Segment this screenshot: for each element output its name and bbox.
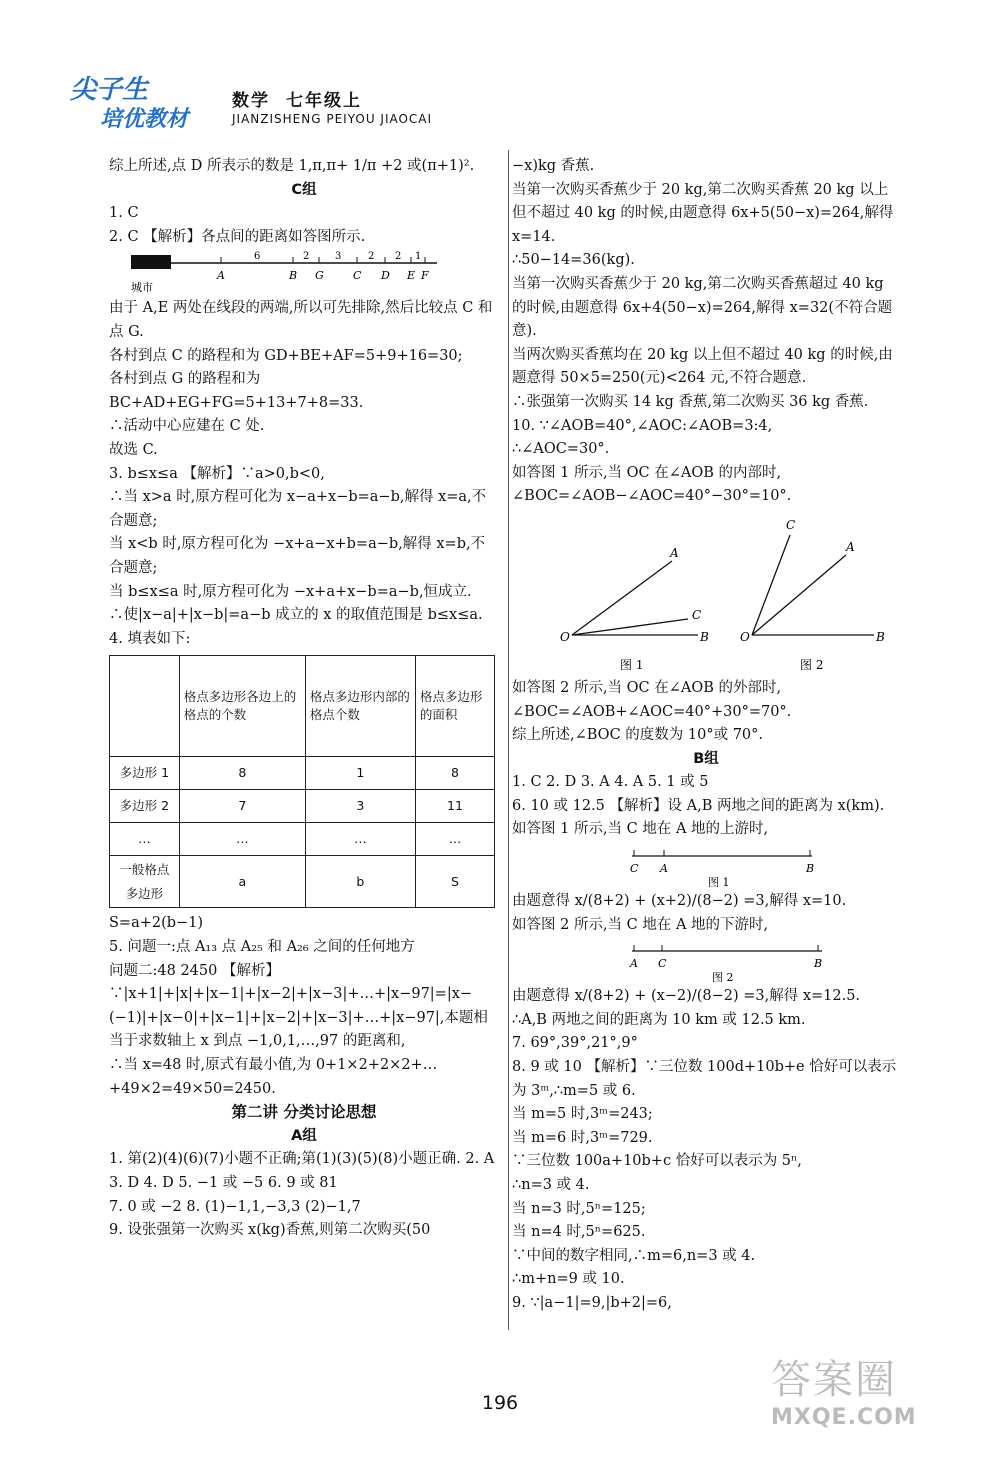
point-b-label: B <box>700 629 709 644</box>
table-cell: 多边形 1 <box>110 757 180 790</box>
a-answers-2: 7. 0 或 −2 8. (1)−1,1,−3,3 (2)−1,7 <box>109 1198 361 1215</box>
b8-line1: 8. 9 或 10 【解析】∵三位数 100d+10b+e 恰好可以表示为 3ᵐ,∴m=5 或 6. <box>512 1059 897 1099</box>
logo <box>66 70 221 134</box>
table-cell: … <box>179 823 305 856</box>
right-column <box>512 155 900 1316</box>
lattice-table <box>109 655 495 908</box>
c3-line5: ∴使|x−a|+|x−b|=a−b 成立的 x 的取值范围是 b≤x≤a. <box>109 607 483 624</box>
city-block <box>131 255 171 269</box>
angle-figure-2 <box>740 518 885 672</box>
table-cell: 多边形 2 <box>110 790 180 823</box>
city-label: 城市 <box>131 281 153 295</box>
r-line4: 当第一次购买香蕉少于 20 kg,第二次购买香蕉超过 40 kg 的时候,由题意得 6x+4(50−x)=264,解得 x=32(不符合题意). <box>512 275 893 340</box>
table-cell: S <box>415 856 494 908</box>
map-distance-label: 2 <box>395 251 402 263</box>
page-number: 196 <box>481 1392 519 1414</box>
r10-line6: ∠BOC=∠AOB+∠AOC=40°+30°=70°. <box>512 703 792 720</box>
c3-line3: 当 x<b 时,原方程可化为 −x+a−x+b=a−b,解得 x=b,不合题意; <box>109 536 486 576</box>
r-line6: ∴张强第一次购买 14 kg 香蕉,第二次购买 36 kg 香蕉. <box>512 393 869 410</box>
figure-2-caption: 图 2 <box>800 657 824 672</box>
r10-line5: 如答图 2 所示,当 OC 在∠AOB 的外部时, <box>512 679 782 696</box>
c5-line3: ∴当 x=48 时,原式有最小值,为 0+1×2+2×2+…+49×2=49×50=2450. <box>109 1057 438 1097</box>
table-row <box>110 790 495 823</box>
map-point-label: F <box>421 269 429 283</box>
point-b-label: B <box>806 862 815 876</box>
r-line5: 当两次购买香蕉均在 20 kg 以上但不超过 40 kg 的时候,由题意得 50×5=250(元)<264 元,不符合题意. <box>512 346 893 387</box>
b6-line6: ∴A,B 两地之间的距离为 10 km 或 12.5 km. <box>512 1011 806 1028</box>
table-cell: 7 <box>179 790 305 823</box>
point-c-label: C <box>630 862 639 876</box>
point-a-label: A <box>846 539 855 554</box>
table-cell: 8 <box>179 757 305 790</box>
map-distance-label: 2 <box>368 251 375 263</box>
answer-c2: 2. C 【解析】各点间的距离如答图所示. <box>109 228 366 245</box>
point-b-label: B <box>876 629 885 644</box>
group-b-heading: B组 <box>693 750 719 767</box>
a-answers-1: 1. 第(2)(4)(6)(7)小题不正确;第(1)(3)(5)(8)小题正确. 2. A 3. D 4. D 5. −1 或 −5 6. 9 或 81 <box>109 1151 495 1191</box>
figure-1-caption: 图 1 <box>620 657 644 672</box>
map-distance-label: 1 <box>415 251 422 263</box>
table-row <box>110 823 495 856</box>
r10-line2: ∴∠AOC=30°. <box>512 441 610 458</box>
map-distance-label: 3 <box>335 251 342 263</box>
map-distance-label: 2 <box>303 251 310 263</box>
area-formula: S=a+2(b−1) <box>109 915 204 932</box>
map-point-label: E <box>407 269 416 283</box>
point-a-label: A <box>670 545 679 560</box>
c5-line1: 5. 问题一:点 A₁₃ 点 A₂₅ 和 A₂₆ 之间的任何地方 <box>109 939 415 956</box>
group-a-heading: A组 <box>291 1127 317 1144</box>
b6-line4: 如答图 2 所示,当 C 地在 A 地的下游时, <box>512 916 769 933</box>
header-title <box>232 86 378 111</box>
map-point-label: A <box>217 269 225 283</box>
point-o-label: O <box>740 629 750 644</box>
logo-line2: 培优教材 <box>100 107 189 132</box>
map-point-label: B <box>289 269 298 283</box>
table-cell: 一般格点多边形 <box>110 856 180 908</box>
group-c-heading: C组 <box>291 181 317 198</box>
b8-line3: 当 m=6 时,3ᵐ=729. <box>512 1129 653 1146</box>
table-cell: 1 <box>305 757 415 790</box>
r-line2: 当第一次购买香蕉少于 20 kg,第二次购买香蕉 20 kg 以上但不超过 40 kg 的时候,由题意得 6x+5(50−x)=264,解得 x=14. <box>512 181 894 245</box>
table-cell: … <box>110 823 180 856</box>
r10-line4: ∠BOC=∠AOB−∠AOC=40°−30°=10°. <box>512 488 792 505</box>
c2-line3: 各村到点 G 的路程和为 BC+AD+EG+FG=5+13+7+8=33. <box>109 371 364 411</box>
b6-line5: 由题意得 x/(8+2) + (x−2)/(8−2) =3,解得 x=12.5. <box>512 988 861 1005</box>
point-a-label: A <box>660 862 668 876</box>
b8-line7: 当 n=4 时,5ⁿ=625. <box>512 1224 646 1241</box>
angle-figures <box>512 511 900 675</box>
r10-line3: 如答图 1 所示,当 OC 在∠AOB 的内部时, <box>512 464 782 481</box>
c2-line2: 各村到点 C 的路程和为 GD+BE+AF=5+9+16=30; <box>109 347 463 364</box>
table-cell: a <box>179 856 305 908</box>
r10-line7: 综上所述,∠BOC 的度数为 10°或 70°. <box>512 727 764 744</box>
map-point-label: G <box>315 269 324 283</box>
b8-line9: ∴m+n=9 或 10. <box>512 1271 625 1288</box>
point-o-label: O <box>560 629 570 644</box>
column-divider <box>508 150 509 1330</box>
answer-c1: 1. C <box>109 205 139 222</box>
lecture-heading: 第二讲 分类讨论思想 <box>231 1103 377 1122</box>
table-row <box>110 656 495 757</box>
map-point-label: D <box>381 269 390 283</box>
c2-line5: 故选 C. <box>109 441 158 458</box>
c3-line1: 3. b≤x≤a 【解析】∵a>0,b<0, <box>109 465 325 482</box>
table-cell: b <box>305 856 415 908</box>
angle-figure-1 <box>560 546 709 672</box>
b6-line3: 由题意得 x/(8+2) + (x+2)/(8−2) =3,解得 x=10. <box>512 893 847 910</box>
c3-line2: ∴当 x>a 时,原方程可化为 x−a+x−b=a−b,解得 x=a,不合题意; <box>109 489 487 529</box>
table-cell: 3 <box>305 790 415 823</box>
table-header <box>110 656 180 757</box>
watermark-en: MXQE.COM <box>771 1405 917 1430</box>
table-header: 格点多边形各边上的格点的个数 <box>179 656 305 757</box>
watermark-cn: 答案圈 <box>771 1357 897 1403</box>
grade: 七年级上 <box>286 91 362 111</box>
point-c-label: C <box>692 607 702 622</box>
watermark <box>771 1348 946 1434</box>
river-figure-2 <box>512 939 822 983</box>
r10-line1: 10. ∵∠AOB=40°,∠AOC:∠AOB=3:4, <box>512 417 773 434</box>
intro-text: 综上所述,点 D 所表示的数是 1,π,π+ 1/π +2 或(π+1)². <box>109 158 475 174</box>
map-point-label: C <box>353 269 362 283</box>
table-cell: 8 <box>415 757 494 790</box>
r-line1: −x)kg 香蕉. <box>512 158 595 174</box>
left-column <box>109 155 499 1243</box>
figure-2-caption: 图 2 <box>712 971 734 985</box>
table-row <box>110 856 495 908</box>
table-cell: … <box>415 823 494 856</box>
subject: 数学 <box>232 91 270 111</box>
figure-1-caption: 图 1 <box>708 876 730 890</box>
c2-line4: ∴活动中心应建在 C 处. <box>109 418 265 435</box>
c4-line: 4. 填表如下: <box>109 630 191 647</box>
river-figure-1 <box>512 844 815 890</box>
r-line3: ∴50−14=36(kg). <box>512 252 635 269</box>
c5-line2: 问题二:48 2450 【解析】∵|x+1|+|x|+|x−1|+|x−2|+|x−3|+…+|x−97|=|x−(−1)|+|x−0|+|x−1|+|x−2|+|x−3|+…+|x−97|,本题相当于求数轴上 x 到点 −1,0,1,…,97 的距离和, <box>109 962 488 1050</box>
b8-line6: 当 n=3 时,5ⁿ=125; <box>512 1200 646 1217</box>
c2-line1: 由于 A,E 两处在线段的两端,所以可先排除,然后比较点 C 和点 G. <box>109 300 493 340</box>
b6-line1: 6. 10 或 12.5 【解析】设 A,B 两地之间的距离为 x(km). <box>512 797 885 814</box>
table-header: 格点多边形内部的格点个数 <box>305 656 415 757</box>
b7-line: 7. 69°,39°,21°,9° <box>512 1035 638 1052</box>
b8-line5: ∴n=3 或 4. <box>512 1177 590 1193</box>
table-cell: … <box>305 823 415 856</box>
a-answer-9: 9. 设张强第一次购买 x(kg)香蕉,则第二次购买(50 <box>109 1222 431 1239</box>
point-a-label: A <box>630 957 638 971</box>
table-row <box>110 757 495 790</box>
b9-line: 9. ∵|a−1|=9,|b+2|=6, <box>512 1294 672 1311</box>
table-header: 格点多边形的面积 <box>415 656 494 757</box>
point-c-label: C <box>658 957 667 971</box>
b8-line8: ∵中间的数字相同,∴m=6,n=3 或 4. <box>512 1247 756 1264</box>
table-cell: 11 <box>415 790 494 823</box>
logo-line1: 尖子生 <box>70 75 149 105</box>
c3-line4: 当 b≤x≤a 时,原方程可化为 −x+a+x−b=a−b,恒成立. <box>109 583 472 600</box>
b-answers-1: 1. C 2. D 3. A 4. A 5. 1 或 5 <box>512 774 709 791</box>
point-c-label: C <box>786 517 796 532</box>
village-map-diagram <box>109 251 439 295</box>
map-distance-label: 6 <box>254 251 261 263</box>
point-b-label: B <box>814 957 823 971</box>
b8-line4: ∵三位数 100a+10b+c 恰好可以表示为 5ⁿ, <box>512 1153 802 1170</box>
header-pinyin: JIANZISHENG PEIYOU JIAOCAI <box>232 112 433 126</box>
b8-line2: 当 m=5 时,3ᵐ=243; <box>512 1106 653 1123</box>
b6-line2: 如答图 1 所示,当 C 地在 A 地的上游时, <box>512 821 769 838</box>
